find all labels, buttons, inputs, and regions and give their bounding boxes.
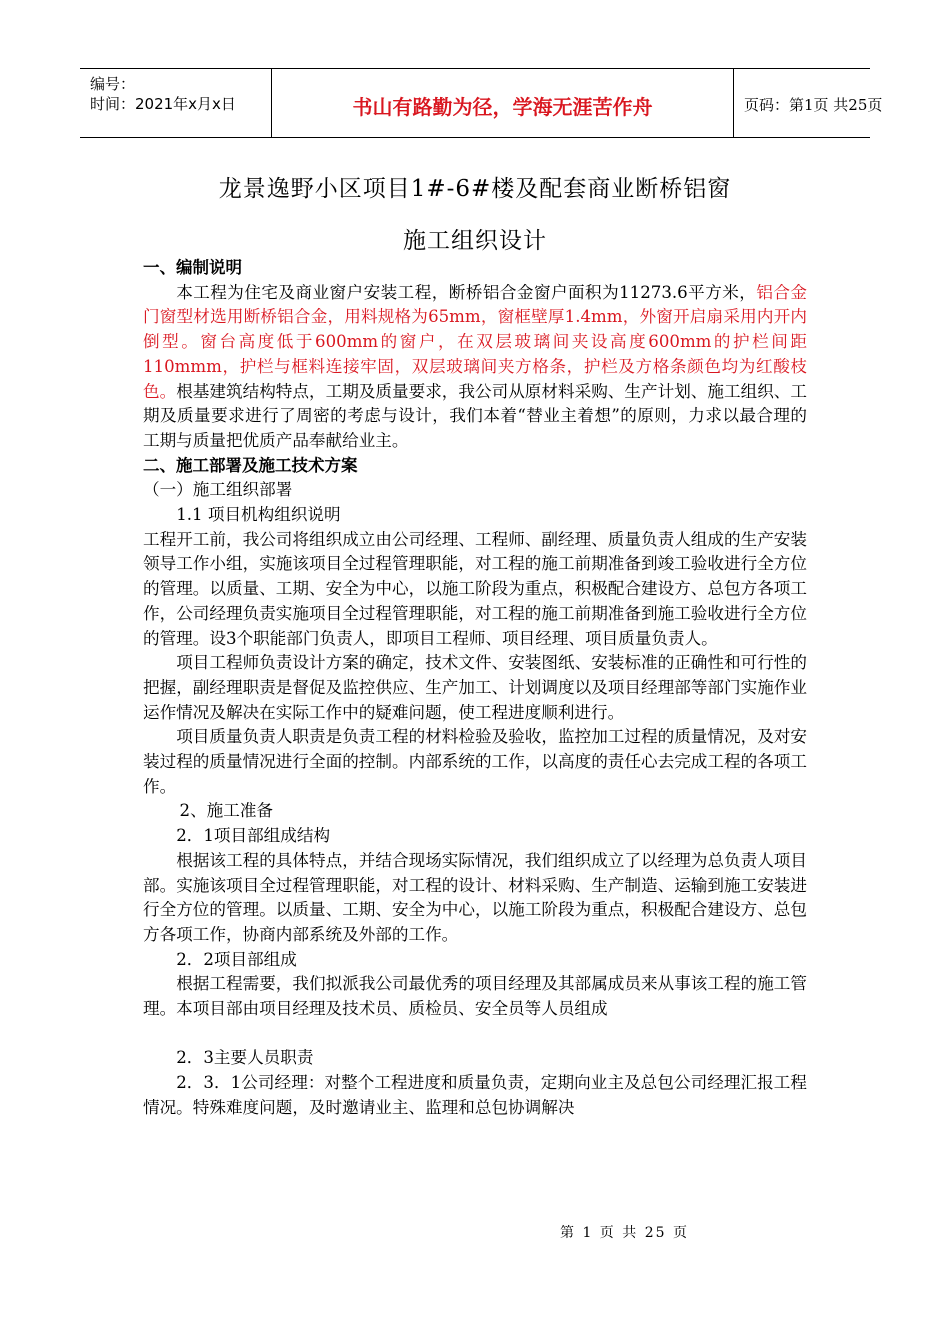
number-label: 编号： (90, 75, 136, 93)
header-motto: 书山有路勤为径，学海无涯苦作舟 (352, 95, 653, 119)
subsection-heading: （一）施工组织部署 (143, 480, 293, 500)
spacer (143, 1022, 807, 1047)
paragraph-text: 本工程为住宅及商业窗户安装工程，断桥铝合金窗户面积为11273.6平方米， (176, 282, 757, 302)
paragraph: 根据工程需要，我们拟派我公司最优秀的项目经理及其部属成员来从事该工程的施工管理。本项目部由项目经理及技术员、质检员、安全员等人员组成 (143, 974, 807, 1019)
section-heading-1: 一、编制说明 (143, 258, 242, 277)
doc-title-line2: 施工组织设计 (403, 228, 547, 254)
subsection-heading: 2．1项目部组成结构 (176, 826, 331, 846)
section-heading-2: 二、施工部署及施工技术方案 (143, 455, 358, 475)
header-meta (80, 69, 272, 137)
paragraph: 项目工程师负责设计方案的确定，技术文件、安装图纸、安装标准的正确性和可行性的把握，副经理职责是督促及监控供应、生产加工、计划调度以及项目经理部等部门实施作业运作情况及解决在实际工作中的疑难问题，使工程进度顺利进行。 (143, 653, 807, 722)
subsection-heading: 1.1 项目机构组织说明 (176, 505, 341, 525)
paragraph: 工程开工前，我公司将组织成立由公司经理、工程师、副经理、质量负责人组成的生产安装领导工作小组，实施该项目全过程管理职能，对工程的施工前期准备到竣工验收进行全方位的管理。以质量、工期、安全为中心，以施工阶段为重点，积极配合建设方、总包方各项工作，公司经理负责实施项目全过程管理职能，对工程的施工前期准备到施工验收进行全方位的管理。设3个职能部门负责人，即项目工程师、项目经理、项目质量负责人。 (143, 529, 807, 648)
time-label: 时间：2021年x月x日 (90, 95, 236, 113)
page-footer: 第 1 页 共 25 页 (560, 1225, 689, 1241)
highlighted-spec-text: 铝合金门窗型材选用断桥铝合金，用料规格为65mm，窗框壁厚1.4mm，外窗开启扇采用内开内倒型。窗台高度低于600mm的窗户，在双层玻璃间夹设高度600mm的护栏间距110mmm，护栏与框料连接牢固，双层玻璃间夹方格条，护栏及方格条颜色均为红酸枝色。 (143, 282, 807, 401)
subsection-heading: 2、施工准备 (179, 801, 274, 821)
paragraph: 2．3．1公司经理：对整个工程进度和质量负责，定期向业主及总包公司经理汇报工程情况。特殊难度问题，及时邀请业主、监理和总包协调解决 (143, 1073, 807, 1117)
paragraph-compilation (143, 281, 807, 454)
subsection-heading: 2．2项目部组成 (176, 949, 297, 969)
header-motto-cell (272, 69, 734, 137)
paragraph: 根据该工程的具体特点，并结合现场实际情况，我们组织成立了以经理为总负责人项目部。实施该项目全过程管理职能，对工程的设计、材料采购、生产制造、运输到施工安装进行全方位的管理。以质量、工期、安全为中心，以施工阶段为重点，积极配合建设方、总包方各项工作，协商内部系统及外部的工作。 (143, 850, 807, 944)
paragraph-text: 根基建筑结构特点，工期及质量要求，我公司从原材料采购、生产计划、施工组织、工期及质量要求进行了周密的考虑与设计，我们本着“替业主着想”的原则，力求以最合理的工期与质量把优质产品奉献给业主。 (143, 381, 808, 450)
subsection-heading: 2．3主要人员职责 (176, 1048, 314, 1068)
paragraph: 项目质量负责人职责是负责工程的材料检验及验收，监控加工过程的质量情况，及对安装过程的质量情况进行全面的控制。内部系统的工作，以高度的责任心去完成工程的各项工作。 (143, 727, 807, 796)
document-header (80, 68, 883, 138)
document-body (143, 256, 807, 1121)
header-page-cell (734, 69, 883, 137)
doc-title-line1: 龙景逸野小区项目1#-6#楼及配套商业断桥铝窗 (218, 176, 732, 202)
header-page-info: 页码：第1页 共25页 (744, 96, 883, 114)
